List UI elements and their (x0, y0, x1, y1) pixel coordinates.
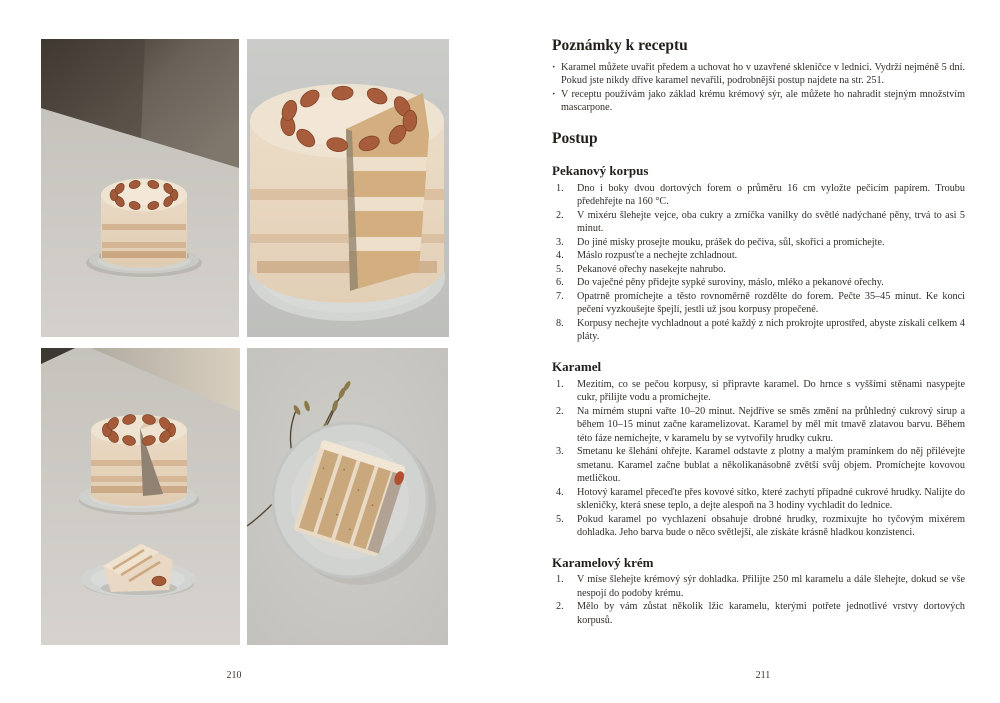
notes-title: Poznámky k receptu (552, 37, 688, 54)
recipe-text-column (552, 37, 965, 627)
method-title: Postup (552, 129, 598, 147)
crumb-edge (91, 486, 187, 493)
note-item: · V receptu používám jako základ krému krémový sýr, ale můžete ho nahradit stejným množstvím mascarpone. (552, 88, 965, 115)
steps-list (552, 182, 965, 344)
photo-whole-pecan-cake-on-table (41, 39, 239, 337)
step-item: V mixéru šlehejte vejce, oba cukry a zrníčka vanilky do světlé nadýchané pěny, trvá to asi 5 minut. (577, 209, 965, 235)
cake-photo-3-illustration (41, 348, 240, 645)
steps-list (552, 573, 965, 627)
step-item: Do jiné misky prosejte mouku, prášek do pečiva, sůl, skořici a promíchejte. (577, 236, 885, 248)
section-karamelovy-krem (552, 556, 965, 628)
step-item: Do vaječné pěny přidejte sypké suroviny, máslo, mléko a pekanové ořechy. (577, 277, 884, 289)
step-item: Na mírném stupni vařte 10–20 minut. Nejdříve se směs změní na průhledný cukrový sirup a během 10–15 minut začne karamelizovat. Karamel by měl mít tmavě zlatavou barvu. Během této fáze nemíchejte, v karamelu by se vytvořily hrudky cukru. (577, 405, 965, 444)
step-item: Mezitím, co se pečou korpusy, si připravte karamel. Do hrnce s vyššími stěnami nasypejte cukr, přilijte vodu a promíchejte. (577, 378, 965, 403)
step-item: Mělo by vám zůstat několik lžic karamelu, kterými potřete jednotlivé vrstvy dortových korpusů. (577, 601, 965, 626)
step-item: V míse šlehejte krémový sýr dohladka. Přilijte 250 ml karamelu a dále šlehejte, dokud se vše nespojí do podoby krému. (577, 574, 965, 599)
photo-cake-slice-on-plate-overhead (247, 348, 448, 645)
section-karamel (552, 360, 965, 540)
step-item: Hotový karamel přeceďte přes kovové sítko, které zachytí případné cukrové hrudky. Nalijte do skleničky, která snese teplo, a dejte alespoň na 3 hodiny vychladit do lednice. (577, 486, 965, 511)
photo-pecan-cake-closeup-cut-slice (247, 39, 449, 337)
note-item: · Karamel můžete uvařit předem a uchovat ho v uzavřené skleničce v lednici. Vydrží nejméně 5 dní. Pokud jste nikdy dříve karamel nevařili, podrobnější postup najdete na str. 251. (552, 61, 965, 88)
page-number-left: 210 (226, 670, 242, 681)
step-item: Pokud karamel po vychlazení obsahuje drobné hrudky, rozmixujte ho tyčovým mixérem dohladka. Jeho barva bude o něco světlejší, ale získáte krásně hladkou konzistenci. (577, 513, 965, 538)
section-pekanovy-korpus (552, 164, 965, 344)
step-item: Opatrně promíchejte a těsto rovnoměrně rozdělte do forem. Pečte 35–45 minut. Ke konci pečení vyzkoušejte špejlí, jestli už jsou korpusy propečené. (577, 290, 965, 316)
step-item: Pekanové ořechy nasekejte nahrubo. (577, 263, 726, 275)
section-title: Pekanový korpus (552, 162, 649, 178)
recipe-notes-list (552, 61, 965, 115)
frosting-streak (102, 242, 186, 248)
steps-list (552, 378, 965, 540)
step-item: Dno i boky dvou dortových forem o průměru 16 cm vyložte pečicím papírem. Troubu předehřejte na 160 °C. (577, 182, 965, 208)
cake-photo-1-illustration (41, 39, 239, 337)
cake-photo-2-illustration (247, 39, 449, 337)
step-item: Korpusy nechejte vychladnout a poté každý z nich prokrojte uprostřed, abyste získali celkem 4 pláty. (577, 317, 965, 343)
photo-cut-cake-and-slice-on-plates (41, 348, 240, 645)
section-title: Karamel (552, 358, 602, 374)
cake-photo-4-illustration (247, 348, 448, 645)
step-item: Máslo rozpusťte a nechejte zchladnout. (577, 250, 738, 262)
section-title: Karamelový krém (552, 554, 654, 570)
step-item: Smetanu ke šlehání ohřejte. Karamel odstavte z plotny a malým pramínkem do něj přilévejte smetanu. Karamel začne bublat a několikanásobně zvětší svůj objem. Promíchejte kovovou metličkou. (577, 446, 965, 484)
frosting-streak (91, 460, 187, 466)
page-number-right: 211 (755, 670, 771, 681)
frosting-streak (102, 224, 186, 230)
frosting-streak (91, 476, 187, 482)
crumb-edge (102, 251, 186, 258)
pecan (152, 576, 166, 586)
